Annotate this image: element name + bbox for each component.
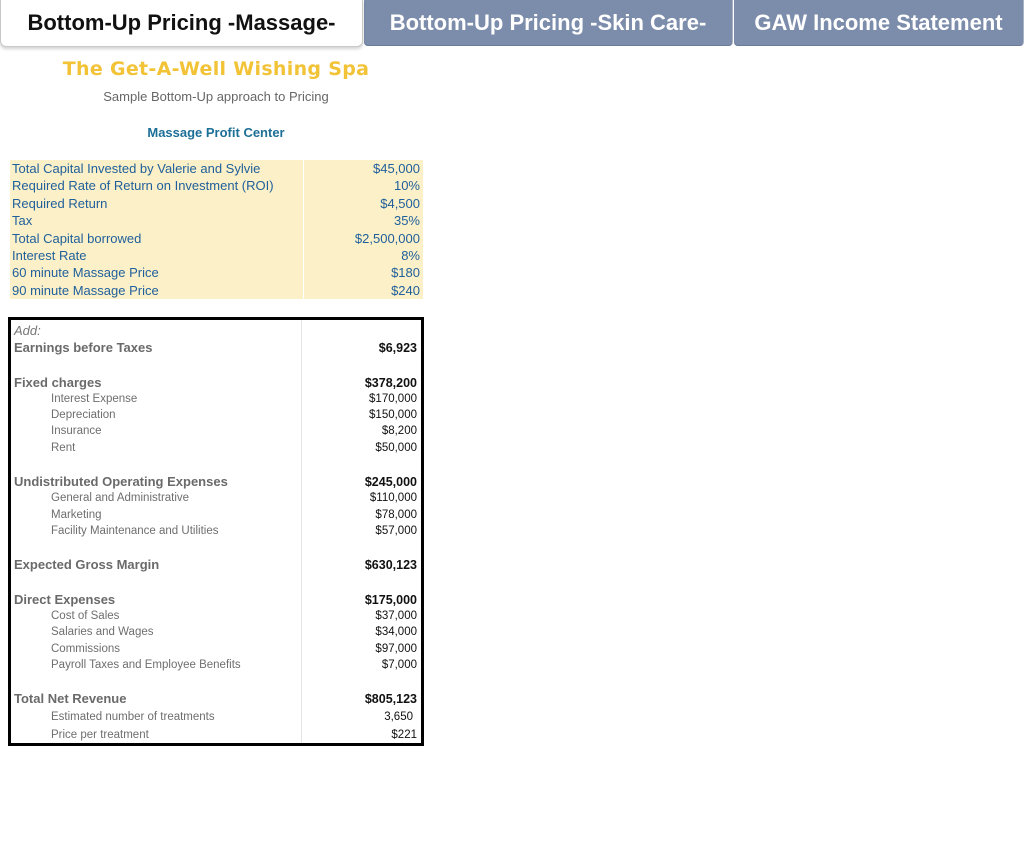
input-value[interactable]: $4,500 [380, 195, 420, 211]
input-row [10, 282, 423, 299]
row-value[interactable]: $37,000 [375, 610, 417, 622]
input-row [10, 212, 423, 229]
row-value[interactable]: $50,000 [375, 442, 417, 454]
row-value[interactable]: $378,200 [364, 376, 417, 390]
tab-bottom-up-pricing-massage[interactable]: Bottom-Up Pricing -Massage- [0, 0, 363, 47]
table-row [11, 657, 421, 673]
table-row [11, 440, 421, 456]
row-value[interactable]: $175,000 [364, 593, 417, 607]
input-value[interactable]: $45,000 [373, 161, 420, 176]
table-row [11, 592, 421, 608]
row-label[interactable]: Direct Expenses [14, 592, 116, 607]
input-value[interactable]: $2,500,000 [354, 230, 420, 246]
table-row [11, 523, 421, 539]
input-row [10, 177, 423, 194]
input-label[interactable]: Total Capital borrowed [10, 230, 304, 247]
income-buildup-table [8, 317, 424, 746]
input-label[interactable]: 90 minute Massage Price [10, 282, 304, 299]
table-row [11, 375, 421, 391]
table-row [11, 340, 421, 356]
row-value[interactable]: $34,000 [375, 626, 417, 638]
row-label[interactable]: General and Administrative [51, 492, 190, 504]
tab-gaw-income-statement[interactable]: GAW Income Statement [734, 0, 1024, 46]
input-value[interactable]: $180 [391, 265, 420, 281]
row-label[interactable]: Depreciation [51, 409, 116, 421]
row-value[interactable]: $170,000 [369, 393, 417, 405]
input-label[interactable]: Required Return [10, 195, 304, 212]
table-row [11, 727, 421, 743]
table-row [11, 490, 421, 506]
input-label[interactable]: Tax [10, 212, 304, 229]
input-value[interactable]: 8% [401, 247, 420, 263]
table-row [11, 641, 421, 657]
row-value[interactable]: $57,000 [375, 525, 417, 537]
table-row [11, 624, 421, 640]
add-label-row [11, 323, 421, 339]
table-row [11, 691, 421, 707]
table-row [11, 474, 421, 490]
row-label[interactable]: Salaries and Wages [51, 626, 154, 638]
row-label[interactable]: Fixed charges [14, 375, 102, 390]
row-value[interactable]: $7,000 [381, 659, 417, 671]
sheet-tab-bar [0, 0, 1024, 48]
table-row [11, 709, 421, 725]
input-label[interactable]: Total Capital Invested by Valerie and Sylvie [10, 160, 304, 177]
input-row [10, 264, 423, 281]
row-value[interactable]: $78,000 [375, 509, 417, 521]
row-value[interactable]: $221 [391, 729, 417, 741]
spa-name-title: The Get-A-Well Wishing Spa [62, 58, 370, 80]
row-label[interactable]: Insurance [51, 425, 102, 437]
input-value[interactable]: 10% [393, 178, 420, 194]
row-value[interactable]: $150,000 [369, 409, 417, 421]
row-label[interactable]: Earnings before Taxes [14, 340, 153, 355]
row-value[interactable]: 3,650 [384, 711, 413, 723]
row-label[interactable]: Interest Expense [51, 393, 138, 405]
row-value[interactable]: $805,123 [364, 692, 417, 706]
row-value[interactable]: $6,923 [378, 341, 417, 355]
input-row [10, 160, 423, 177]
row-value[interactable]: $110,000 [369, 492, 417, 504]
row-label[interactable]: Estimated number of treatments [51, 711, 215, 723]
row-label[interactable]: Rent [51, 442, 76, 454]
table-row [11, 507, 421, 523]
tab-bottom-up-pricing-skin-care[interactable]: Bottom-Up Pricing -Skin Care- [364, 0, 733, 46]
page-subtitle: Sample Bottom-Up approach to Pricing [103, 89, 329, 104]
input-value[interactable]: 35% [393, 213, 420, 229]
row-value[interactable]: $245,000 [364, 475, 417, 489]
table-row [11, 407, 421, 423]
input-row [10, 247, 423, 264]
row-value[interactable]: $97,000 [375, 643, 417, 655]
row-label[interactable]: Marketing [51, 509, 102, 521]
table-row [11, 391, 421, 407]
row-value[interactable]: $8,200 [381, 425, 417, 437]
section-title: Massage Profit Center [147, 125, 285, 140]
input-row [10, 230, 423, 247]
input-row [10, 195, 423, 212]
table-row [11, 423, 421, 439]
add-label[interactable]: Add: [14, 323, 41, 338]
row-label[interactable]: Price per treatment [51, 729, 149, 741]
input-label[interactable]: 60 minute Massage Price [10, 264, 304, 281]
row-label[interactable]: Expected Gross Margin [14, 557, 160, 572]
input-value[interactable]: $240 [391, 282, 420, 298]
row-label[interactable]: Cost of Sales [51, 610, 120, 622]
input-label[interactable]: Required Rate of Return on Investment (ROI) [10, 177, 304, 194]
row-label[interactable]: Undistributed Operating Expenses [14, 474, 228, 489]
table-row [11, 608, 421, 624]
input-assumptions-table [10, 160, 423, 299]
input-label[interactable]: Interest Rate [10, 247, 304, 264]
row-label[interactable]: Commissions [51, 643, 121, 655]
row-label[interactable]: Payroll Taxes and Employee Benefits [51, 659, 241, 671]
row-label[interactable]: Total Net Revenue [14, 691, 127, 706]
row-value[interactable]: $630,123 [364, 558, 417, 572]
row-label[interactable]: Facility Maintenance and Utilities [51, 525, 219, 537]
table-row [11, 557, 421, 573]
